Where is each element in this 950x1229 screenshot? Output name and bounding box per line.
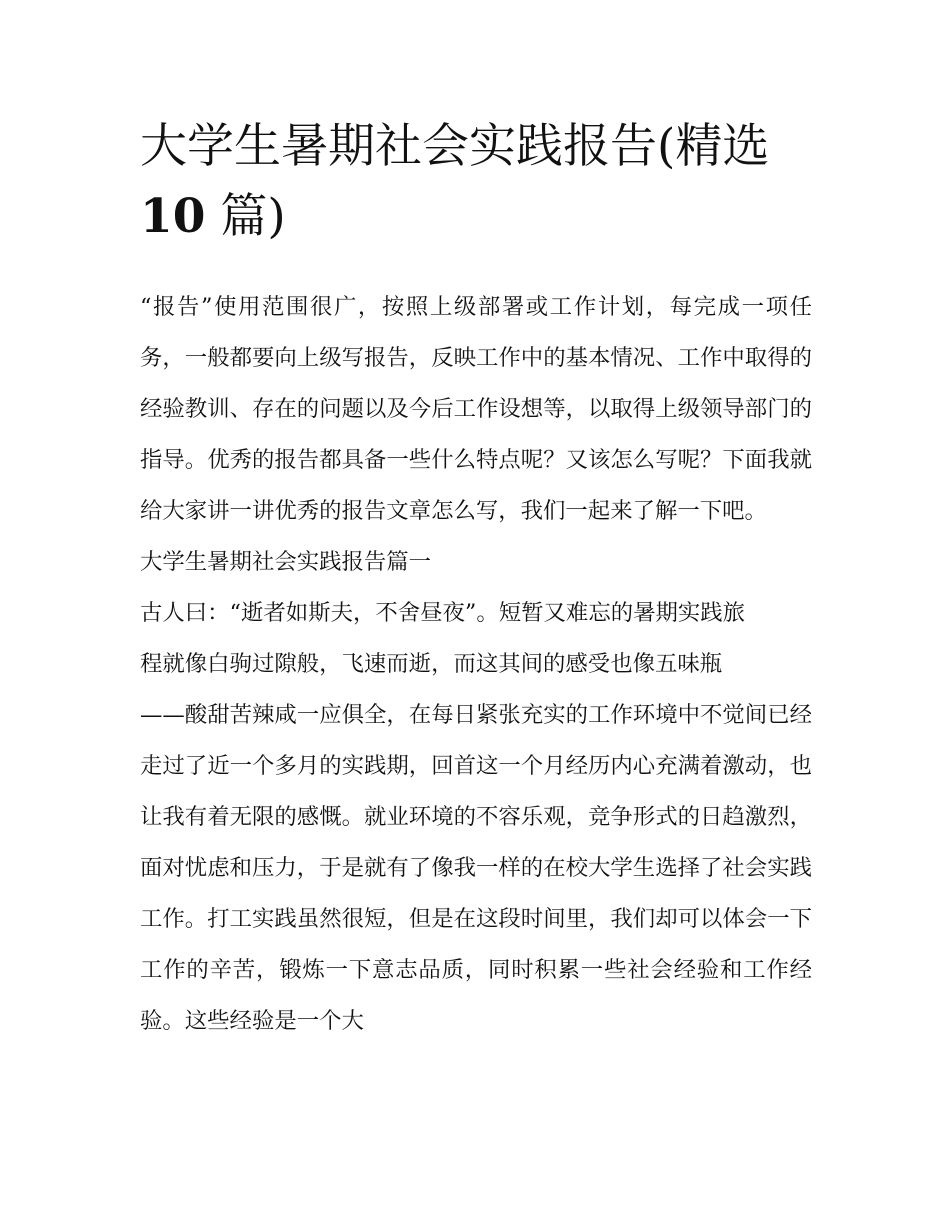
document-title <box>140 112 812 252</box>
section-paragraph-line-2: 程就像白驹过隙般，飞速而逝，而这其间的感受也像五味瓶 <box>140 651 723 677</box>
title-number: 10 <box>140 189 206 244</box>
section-paragraph-line-1: 古人曰：“逝者如斯夫，不舍昼夜”。短暂又难忘的暑期实践旅 <box>140 600 746 626</box>
section-heading: 大学生暑期社会实践报告篇一 <box>140 549 432 575</box>
section-paragraph <box>140 588 812 1047</box>
document-content <box>140 112 812 1047</box>
intro-paragraph: “报告”使用范围很广，按照上级部署或工作计划，每完成一项任务，一般都要向上级写报告，反映工作中的基本情况、工作中取得的经验教训、存在的问题以及今后工作设想等，以取得上级领导部门的指导。优秀的报告都具备一些什么特点呢？又该怎么写呢？下面我就给大家讲一讲优秀的报告文章怎么写，我们一起来了解一下吧。 <box>140 294 812 524</box>
title-line-2: 篇) <box>205 189 286 244</box>
section-paragraph-rest: ——酸甜苦辣咸一应俱全，在每日紧张充实的工作环境中不觉间已经走过了近一个多月的实践期，回首这一个月经历内心充满着激动，也让我有着无限的感慨。就业环境的不容乐观，竞争形式的日趋激烈，面对忧虑和压力，于是就有了像我一样的在校大学生选择了社会实践工作。打工实践虽然很短，但是在这段时间里，我们却可以体会一下工作的辛苦，锻炼一下意志品质，同时积累一些社会经验和工作经验。这些经验是一个大 <box>140 702 812 1034</box>
title-line-1: 大学生暑期社会实践报告(精选 <box>140 119 770 174</box>
